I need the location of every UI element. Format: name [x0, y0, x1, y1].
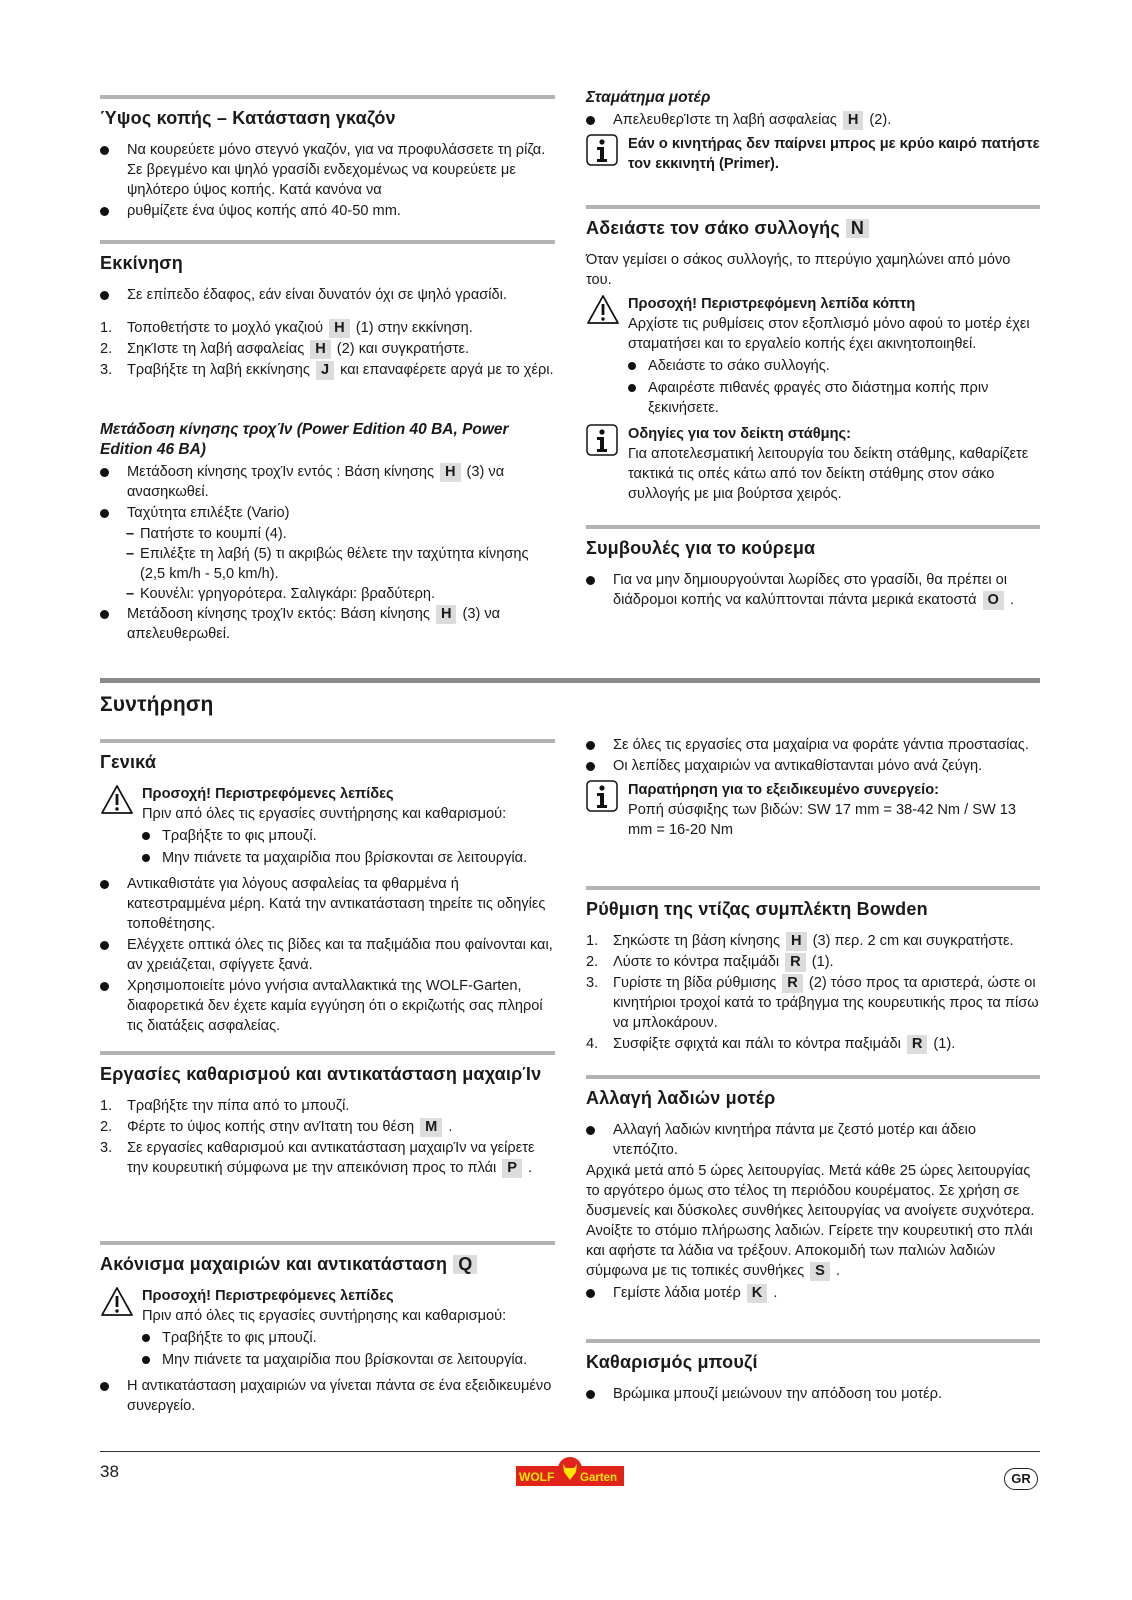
text-segment: Μην πιάνετε τα μαχαιρίδια που βρίσκονται σε λειτουργία. [162, 1352, 528, 1368]
text-segment: Προσοχή! Περιστρεφόμενη λεπίδα κόπτη [628, 296, 916, 312]
figure-key-badge: S [810, 1262, 830, 1281]
numbered-step [586, 1034, 1040, 1054]
step-number: 3. [100, 362, 113, 378]
bullet-marker [100, 874, 109, 895]
section-heading [586, 1086, 1040, 1110]
bullet-marker [100, 201, 109, 222]
text-segment: (3) να απελευθερωθεί. [127, 606, 501, 642]
figure-key-badge: H [310, 340, 331, 359]
bullet-marker [100, 285, 109, 306]
numbered-step [586, 931, 1040, 951]
text-segment: (2) και συγκρατήστε. [336, 341, 470, 357]
bullet-icon [586, 1390, 595, 1399]
text-segment: Να κουρεύετε μόνο στεγνό γκαζόν, για να προφυλάσσετε τη ρίζα. Σε βρεγμένο και ψηλό γρασίδι ενδεχομένως να κουρεύετε με ψηλότερο ύψος κοπής. Κατά κανόνα να [127, 142, 546, 198]
bullet-icon [586, 116, 595, 125]
text-segment: Εργασίες καθαρισμού και αντικατάσταση μαχαιρΊν [100, 1064, 542, 1084]
bullet-marker [586, 1384, 595, 1405]
section-heading [586, 1350, 1040, 1374]
section [586, 525, 1040, 611]
numbered-step [100, 1138, 555, 1178]
bullet-icon [142, 1334, 150, 1342]
bullet-item [100, 201, 555, 221]
bullet-item [100, 976, 555, 1036]
text-segment: Μετάδοση κίνησης τροχΊν εντός : Βάση κίνησης [127, 464, 434, 480]
bullet-marker [100, 140, 109, 161]
numbered-step [586, 952, 1040, 972]
notice-bullet [142, 1328, 555, 1348]
warning-icon [100, 784, 134, 822]
warning-icon [100, 1286, 134, 1324]
notice-body: Πριν από όλες τις εργασίες συντήρησης και καθαρισμού: [142, 806, 507, 822]
section [586, 1339, 1040, 1405]
notice-bullet [142, 1350, 555, 1370]
numbered-step [100, 318, 555, 338]
dash-icon: – [126, 586, 135, 602]
text-segment: Αντικαθιστάτε για λόγους ασφαλείας τα φθαρμένα ή κατεστραμμένα μέρη. Κατά την αντικατάσταση τηρείτε τις οδηγίες τοποθέτησης. [127, 876, 546, 932]
step-number: 1. [100, 1098, 113, 1114]
step-number: 3. [100, 1140, 113, 1156]
text-segment: Μετάδοση κίνησης τροχΊν (Power Edition 40 BA, Power Edition 46 BA) [100, 421, 509, 458]
bullet-icon [100, 880, 109, 889]
text-segment: . [1009, 592, 1014, 608]
text-segment: Ελέγχετε οπτικά όλες τις βίδες και τα παξιμάδια που φαίνονται και, αν χρειάζεται, σφίγγετε ξανά. [127, 937, 553, 973]
step-number: 2. [100, 341, 113, 357]
text-segment: Γυρίστε τη βίδα ρύθμισης [613, 975, 777, 991]
step-number: 1. [100, 320, 113, 336]
text-segment: Τραβήξτε το φις μπουζί. [162, 1330, 317, 1346]
figure-key-badge: Q [453, 1255, 477, 1274]
numbered-step [100, 360, 555, 380]
step-number: 1. [586, 933, 599, 949]
bullet-marker [100, 1376, 109, 1397]
text-segment: ΣηκΊστε τη λαβή ασφαλείας [127, 341, 305, 357]
warning-box [100, 1286, 555, 1370]
text-segment: (2). [869, 112, 892, 128]
text-segment: Εάν ο κινητήρας δεν παίρνει μπρος με κρύο καιρό πατήστε τον εκκινητή (Primer). [628, 136, 1040, 172]
section [100, 240, 555, 306]
figure-key-badge: N [846, 219, 869, 238]
bullet-icon [142, 854, 150, 862]
section [100, 318, 555, 381]
bullet-marker [586, 1120, 595, 1141]
bullet-item [586, 1384, 1040, 1404]
section [100, 420, 555, 645]
paragraph [586, 1161, 1040, 1281]
figure-key-badge: H [786, 932, 807, 951]
bullet-icon [586, 1126, 595, 1135]
bullet-marker [142, 1350, 150, 1370]
dash-item [126, 584, 555, 604]
text-segment: (3) να ανασηκωθεί. [127, 464, 505, 500]
text-segment: Σταμάτημα μοτέρ [586, 89, 711, 106]
warning-icon [586, 294, 620, 332]
bullet-icon [100, 146, 109, 155]
text-segment: Αλλαγή λαδιών κινητήρα πάντα με ζεστό μοτέρ και άδειο ντεπόζιτο. [613, 1122, 976, 1158]
text-segment: Προσοχή! Περιστρεφόμενες λεπίδες [142, 1288, 394, 1304]
bullet-icon [586, 762, 595, 771]
bullet-marker [100, 976, 109, 997]
section-heading [586, 536, 1040, 560]
svg-text:WOLF: WOLF [519, 1470, 555, 1484]
text-segment: Γενικά [100, 752, 157, 772]
step-number: 3. [586, 975, 599, 991]
bullet-marker [586, 1283, 595, 1304]
figure-key-badge: P [502, 1159, 522, 1178]
warning-box [586, 294, 1040, 418]
wolf-garten-logo [516, 1456, 624, 1488]
step-number: 4. [586, 1036, 599, 1052]
figure-key-badge: R [785, 953, 806, 972]
section [100, 95, 555, 222]
bullet-icon [142, 832, 150, 840]
paragraph [586, 250, 1040, 290]
text-segment: Τραβήξτε την πίπα από το μπουζί. [127, 1098, 350, 1114]
bullet-item [100, 1376, 555, 1416]
dash-item [126, 524, 555, 544]
footer-divider [100, 1451, 1040, 1452]
section-heading [586, 897, 1040, 921]
bullet-marker [142, 826, 150, 846]
section-heading [100, 106, 555, 130]
warning-box [100, 784, 555, 868]
figure-key-badge: R [782, 974, 803, 993]
text-segment: Αλλαγή λαδιών μοτέρ [586, 1088, 776, 1108]
info-icon [586, 424, 618, 464]
figure-key-badge: H [843, 111, 864, 130]
section-divider [586, 205, 1040, 209]
notice-body: Αρχίστε τις ρυθμίσεις στον εξοπλισμό μόνο αφού το μοτέρ έχει σταματήσει και το εργαλείο κοπής έχει ακινητοποιηθεί. [628, 316, 1030, 352]
notice-title [142, 1286, 555, 1306]
text-segment: Λύστε το κόντρα παξιμάδι [613, 954, 780, 970]
numbered-step [586, 973, 1040, 1033]
country-badge: GR [1004, 1468, 1038, 1490]
info-box [586, 780, 1040, 840]
bullet-icon [100, 941, 109, 950]
notice-title [628, 134, 1040, 174]
bullet-item [100, 503, 555, 523]
bullet-icon [100, 982, 109, 991]
text-segment: (1). [933, 1036, 956, 1052]
numbered-step [100, 1096, 555, 1116]
numbered-step [100, 1117, 555, 1137]
section-heading [586, 216, 1040, 240]
notice-body: Για αποτελεσματική λειτουργία του δείκτη στάθμης, καθαρίζετε τακτικά τις οπές κάτω από τον δείκτη στάθμης στον σάκο συλλογής με μια βούρτσα χειρός. [628, 446, 1029, 502]
text-segment: Καθαρισμός μπουζί [586, 1352, 758, 1372]
bullet-marker [586, 570, 595, 591]
text-segment: Εκκίνηση [100, 253, 183, 273]
section [586, 886, 1040, 1055]
info-icon [586, 134, 618, 174]
section-heading [100, 693, 1040, 717]
section-divider [586, 525, 1040, 529]
figure-key-badge: M [420, 1118, 442, 1137]
bullet-item [586, 1120, 1040, 1160]
bullet-item [586, 756, 1040, 776]
bullet-item [100, 140, 555, 200]
text-segment: Οι λεπίδες μαχαιριών να αντικαθίστανται μόνο ανά ζεύγη. [613, 758, 983, 774]
bullet-item [586, 110, 1040, 130]
text-segment: Ταχύτητα επιλέξτε (Vario) [127, 505, 290, 521]
bullet-item [100, 935, 555, 975]
bullet-item [100, 462, 555, 502]
bullet-icon [628, 384, 636, 392]
bullet-item [586, 570, 1040, 610]
section-heading [100, 1062, 555, 1086]
notice-title [628, 294, 1040, 314]
bullet-icon [100, 610, 109, 619]
figure-key-badge: K [747, 1284, 768, 1303]
text-segment: Γεμίστε λάδια μοτέρ [613, 1285, 741, 1301]
text-segment: Σε εργασίες καθαρισμού και αντικατάσταση μαχαιρΊν να γείρετε την κουρευτική σύμφωνα με την απεικόνιση προς το πλάι [127, 1140, 535, 1176]
bullet-marker [628, 356, 636, 376]
bullet-icon [100, 1382, 109, 1391]
section-divider [586, 1339, 1040, 1343]
info-icon [586, 780, 618, 820]
text-segment: Βρώμικα μπουζί μειώνουν την απόδοση του μοτέρ. [613, 1386, 943, 1402]
text-segment: Η αντικατάσταση μαχαιριών να γίνεται πάντα σε ένα εξειδικευμένο συνεργείο. [127, 1378, 552, 1414]
text-segment: Πατήστε το κουμπί (4). [140, 526, 287, 542]
bullet-icon [100, 468, 109, 477]
section [100, 1051, 555, 1179]
bullet-marker [586, 110, 595, 131]
bullet-icon [586, 576, 595, 585]
section [586, 735, 1040, 846]
dash-icon: – [126, 526, 135, 542]
svg-text:Garten: Garten [580, 1472, 618, 1484]
text-segment: Μην πιάνετε τα μαχαιρίδια που βρίσκονται σε λειτουργία. [162, 850, 528, 866]
text-segment: Συσφίξτε σφιχτά και πάλι το κόντρα παξιμάδι [613, 1036, 901, 1052]
numbered-step [100, 339, 555, 359]
figure-key-badge: H [329, 319, 350, 338]
bullet-icon [100, 207, 109, 216]
subsection-heading [100, 420, 555, 460]
bullet-marker [586, 735, 595, 756]
text-segment: Αδειάστε τον σάκο συλλογής [586, 218, 840, 238]
text-segment: Τοποθετήστε το μοχλό γκαζιού [127, 320, 324, 336]
text-segment: Ακόνισμα μαχαιριών και αντικατάσταση [100, 1254, 448, 1274]
info-box [586, 424, 1040, 504]
bullet-item [586, 735, 1040, 755]
section [100, 739, 555, 1037]
section-divider [100, 1241, 555, 1245]
section-divider [586, 1075, 1040, 1079]
figure-key-badge: R [907, 1035, 928, 1054]
text-segment: . [448, 1119, 453, 1135]
section [586, 205, 1040, 510]
text-segment: . [835, 1263, 840, 1279]
subsection-heading [586, 88, 1040, 108]
bullet-item [586, 1283, 1040, 1303]
dash-item [126, 544, 555, 584]
text-segment: (2) τόσο προς τα αριστερά, ώστε οι κινητήριοι τροχοί κατά το τράβηγμα της κουρευτικής προς τα πίσω να μπλοκάρουν. [613, 975, 1039, 1031]
text-segment: Παρατήρηση για το εξειδικευμένο συνεργείο: [628, 782, 939, 798]
bullet-icon [586, 1289, 595, 1298]
text-segment: Χρησιμοποιείτε μόνο γνήσια ανταλλακτικά της WOLF-Garten, διαφορετικά δεν έχετε καμία εγγύηση ότι ο εκριζωτής σας πληροί τις διατάξεις ασφαλείας. [127, 978, 543, 1034]
bullet-icon [142, 1356, 150, 1364]
text-segment: Μετάδοση κίνησης τροχΊν εκτός: Βάση κίνησης [127, 606, 430, 622]
text-segment: Προσοχή! Περιστρεφόμενες λεπίδες [142, 786, 394, 802]
text-segment: . [528, 1160, 533, 1176]
bullet-marker [100, 935, 109, 956]
info-box [586, 134, 1040, 174]
notice-title [628, 424, 1040, 444]
notice-bullet [628, 378, 1040, 418]
section [586, 88, 1040, 180]
bullet-icon [628, 362, 636, 370]
text-segment: Αδειάστε το σάκο συλλογής. [648, 358, 830, 374]
section-divider [100, 739, 555, 743]
bullet-icon [100, 291, 109, 300]
section-divider [100, 678, 1040, 683]
notice-title [628, 780, 1040, 800]
page-number: 38 [100, 1462, 119, 1481]
text-segment: Αφαιρέστε πιθανές φραγές στο διάστημα κοπής πριν ξεκινήσετε. [648, 380, 989, 416]
text-segment: Σε όλες τις εργασίες στα μαχαίρια να φοράτε γάντια προστασίας. [613, 737, 1029, 753]
section-heading [100, 251, 555, 275]
text-segment: και επαναφέρετε αργά με το χέρι. [340, 362, 554, 378]
text-segment: Επιλέξτε τη λαβή (5) τι ακριβώς θέλετε την ταχύτητα κίνησης (2,5 km/h - 5,0 km/h). [140, 546, 529, 582]
text-segment: Ρύθμιση της ντίζας συμπλέκτη Bowden [586, 899, 928, 919]
bullet-marker [142, 1328, 150, 1348]
bullet-item [100, 285, 555, 305]
text-segment: Σε επίπεδο έδαφος, εάν είναι δυνατόν όχι σε ψηλό γρασίδι. [127, 287, 507, 303]
section-divider [586, 886, 1040, 890]
section-divider [100, 1051, 555, 1055]
text-segment: Τραβήξτε τη λαβή εκκίνησης [127, 362, 310, 378]
text-segment: Ύψος κοπής – Κατάσταση γκαζόν [100, 108, 396, 128]
bullet-marker [100, 604, 109, 625]
notice-bullet [628, 356, 1040, 376]
text-segment: Αρχικά μετά από 5 ώρες λειτουργίας. Μετά κάθε 25 ώρες λειτουργίας το αργότερο όμως στο τέλος τη περιόδου κουρέματος. Σε χρήση σε δυσμενείς και δύσκολες συνθήκες λειτουργίας να ανοίγετε συχνότερα. Ανοίξτε το στόμιο πλήρωσης λαδιών. Γείρετε την κουρευτική στο πλάι και αφήστε τα λάδια να τρέξουν. Αποκομιδή των παλιών λαδιών σύμφωνα με τις τοπικές συνθήκες [586, 1163, 1035, 1279]
text-segment: (1) στην εκκίνηση. [355, 320, 473, 336]
bullet-item [100, 604, 555, 644]
text-segment: Κουνέλι: γρηγορότερα. Σαλιγκάρι: βραδύτερη. [140, 586, 436, 602]
text-segment: Συμβουλές για το κούρεμα [586, 538, 816, 558]
figure-key-badge: H [440, 463, 461, 482]
notice-body: Ροπή σύσφιξης των βιδών: SW 17 mm = 38-42 Nm / SW 13 mm = 16-20 Nm [628, 802, 1017, 838]
section [100, 678, 1040, 727]
notice-bullet [142, 826, 555, 846]
bullet-marker [100, 503, 109, 524]
text-segment: Για να μην δημιουργούνται λωρίδες στο γρασίδι, θα πρέπει οι διάδρομοι κοπής να καλύπτονται πάντα μερικά εκατοστά [613, 572, 1008, 608]
step-number: 2. [100, 1119, 113, 1135]
dash-icon: – [126, 546, 135, 562]
figure-key-badge: J [316, 361, 334, 380]
figure-key-badge: H [436, 605, 457, 624]
section [100, 1241, 555, 1417]
bullet-marker [100, 462, 109, 483]
bullet-marker [628, 378, 636, 398]
text-segment: Οδηγίες για τον δείκτη στάθμης: [628, 426, 851, 442]
notice-title [142, 784, 555, 804]
bullet-icon [586, 741, 595, 750]
text-segment: ΑπελευθερΊστε τη λαβή ασφαλείας [613, 112, 837, 128]
bullet-item [100, 874, 555, 934]
text-segment: Συντήρηση [100, 693, 214, 716]
notice-bullet [142, 848, 555, 868]
section-heading [100, 1252, 555, 1276]
text-segment: Φέρτε το ύψος κοπής στην ανΊτατη του θέση [127, 1119, 415, 1135]
text-segment: Σηκώστε τη βάση κίνησης [613, 933, 781, 949]
bullet-marker [586, 756, 595, 777]
text-segment: . [773, 1285, 778, 1301]
text-segment: ρυθμίζετε ένα ύψος κοπής από 40-50 mm. [127, 203, 401, 219]
notice-body: Πριν από όλες τις εργασίες συντήρησης και καθαρισμού: [142, 1308, 507, 1324]
section-heading [100, 750, 555, 774]
text-segment: Όταν γεμίσει ο σάκος συλλογής, το πτερύγιο χαμηλώνει από μόνο του. [586, 252, 1011, 288]
section-divider [100, 95, 555, 99]
text-segment: (1). [811, 954, 834, 970]
text-segment: (3) περ. 2 cm και συγκρατήστε. [812, 933, 1014, 949]
bullet-marker [142, 848, 150, 868]
section [586, 1075, 1040, 1304]
text-segment: Τραβήξτε το φις μπουζί. [162, 828, 317, 844]
section-divider [100, 240, 555, 244]
figure-key-badge: O [983, 591, 1004, 610]
step-number: 2. [586, 954, 599, 970]
bullet-icon [100, 509, 109, 518]
